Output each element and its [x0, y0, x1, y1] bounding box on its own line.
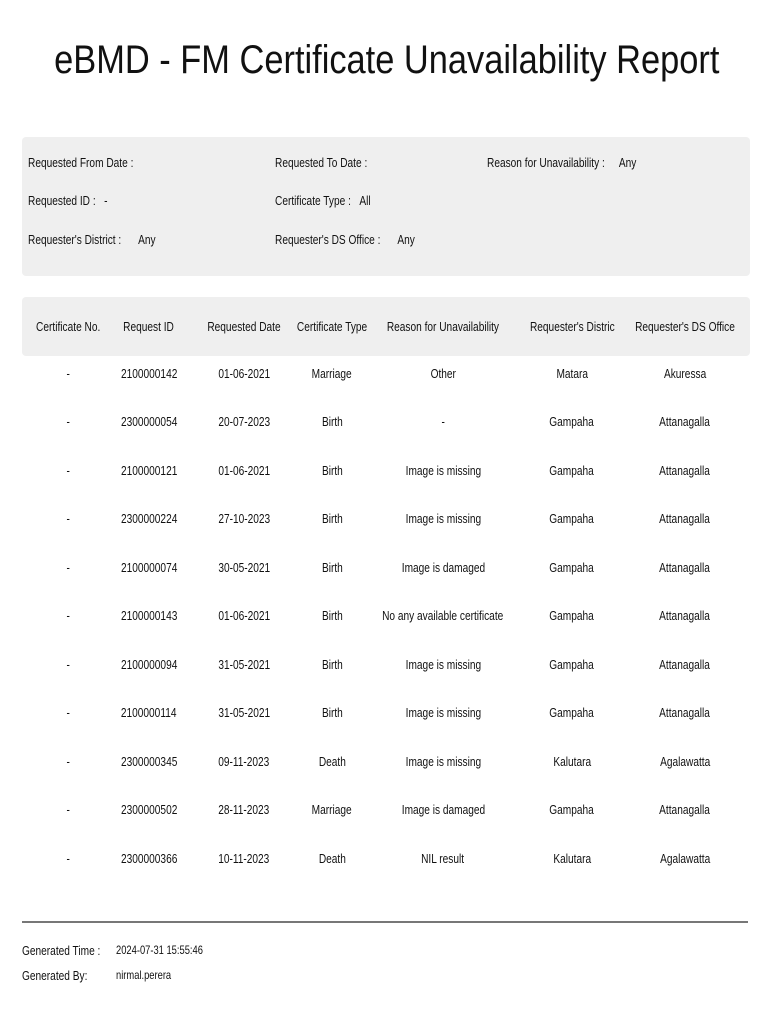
- cell-certificate-no: -: [66, 705, 70, 720]
- cell-request-id: 2100000114: [121, 705, 177, 720]
- cell-ds-office: Attanagalla: [659, 414, 711, 429]
- filter-value: -: [104, 193, 108, 208]
- filter-label: Requested To Date :: [275, 155, 368, 170]
- footer-divider: [22, 921, 748, 923]
- cell-requested-date: 28-11-2023: [218, 802, 270, 817]
- column-header-certificate-type: Certificate Type: [296, 319, 368, 334]
- cell-ds-office: Attanagalla: [659, 802, 711, 817]
- cell-certificate-type: Birth: [321, 462, 343, 478]
- filter-district: [28, 232, 192, 247]
- cell-reason: Image is missing: [405, 656, 481, 672]
- filter-value: Any: [618, 155, 637, 170]
- cell-request-id: 2300000224: [120, 511, 178, 526]
- cell-reason: Image is missing: [405, 705, 481, 720]
- filter-requested-id: [28, 193, 130, 208]
- table-row: [22, 744, 750, 793]
- cell-request-id: 2300000366: [120, 850, 178, 866]
- filter-ds-office: [275, 232, 454, 247]
- generated-time-label: Generated Time :: [22, 943, 101, 958]
- cell-requested-date: 01-06-2021: [218, 608, 270, 623]
- cell-district: Gampaha: [549, 511, 595, 526]
- cell-request-id: 2100000094: [120, 656, 178, 672]
- table-row: [22, 356, 750, 405]
- cell-district: Gampaha: [549, 559, 595, 575]
- cell-ds-office: Attanagalla: [659, 559, 711, 575]
- cell-certificate-type: Marriage: [311, 802, 352, 817]
- filter-label: Reason for Unavailability :: [487, 155, 605, 170]
- cell-certificate-no: -: [66, 365, 70, 381]
- cell-reason: Image is missing: [405, 753, 481, 769]
- table-row: [22, 696, 750, 745]
- filter-label: Requester's DS Office :: [275, 232, 381, 247]
- cell-reason: Image is missing: [405, 511, 481, 526]
- filter-label: Requested From Date :: [28, 155, 134, 170]
- table-row: [22, 550, 750, 599]
- cell-district: Gampaha: [549, 608, 595, 623]
- cell-certificate-type: Birth: [321, 608, 343, 623]
- filter-label: Requested ID :: [28, 193, 96, 208]
- column-header-district: Requester's Distric: [529, 319, 615, 334]
- cell-certificate-no: -: [66, 656, 70, 672]
- table-row: [22, 841, 750, 890]
- column-header-reason: Reason for Unavailability: [386, 319, 500, 334]
- column-header-certificate-no: Certificate No.: [35, 319, 101, 334]
- cell-ds-office: Attanagalla: [659, 656, 711, 672]
- cell-district: Kalutara: [553, 850, 591, 866]
- cell-certificate-type: Birth: [321, 511, 343, 526]
- cell-district: Gampaha: [549, 656, 595, 672]
- cell-certificate-type: Birth: [321, 414, 343, 429]
- cell-certificate-no: -: [66, 753, 70, 769]
- filter-requested-to-date: [275, 155, 393, 170]
- cell-requested-date: 31-05-2021: [218, 705, 270, 720]
- table-row: [22, 599, 750, 648]
- cell-district: Gampaha: [549, 802, 595, 817]
- cell-request-id: 2100000121: [120, 462, 178, 478]
- cell-ds-office: Attanagalla: [659, 511, 711, 526]
- cell-ds-office: Attanagalla: [659, 462, 711, 478]
- filter-value: Any: [397, 232, 415, 247]
- cell-requested-date: 01-06-2021: [218, 462, 270, 478]
- cell-certificate-type: Death: [318, 850, 346, 866]
- cell-requested-date: 01-06-2021: [218, 365, 270, 381]
- cell-certificate-no: -: [66, 802, 70, 817]
- cell-requested-date: 20-07-2023: [218, 414, 270, 429]
- cell-reason: Image is damaged: [401, 559, 485, 575]
- cell-reason: Image is missing: [405, 462, 481, 478]
- cell-certificate-type: Birth: [321, 559, 343, 575]
- cell-requested-date: 27-10-2023: [218, 511, 270, 526]
- filter-label: Requester's District :: [28, 232, 122, 247]
- filter-value: All: [359, 193, 371, 208]
- cell-district: Kalutara: [553, 753, 591, 769]
- table-header: [22, 297, 750, 356]
- generated-time-value: 2024-07-31 15:55:46: [116, 943, 203, 957]
- filter-label: Certificate Type :: [275, 193, 351, 208]
- cell-requested-date: 09-11-2023: [218, 753, 270, 769]
- table-row: [22, 793, 750, 842]
- cell-district: Gampaha: [549, 705, 595, 720]
- cell-district: Gampaha: [549, 462, 595, 478]
- cell-request-id: 2100000142: [120, 365, 178, 381]
- cell-request-id: 2300000502: [120, 802, 178, 817]
- filter-summary-panel: [22, 137, 750, 276]
- table-row: [22, 453, 750, 502]
- cell-requested-date: 30-05-2021: [218, 559, 270, 575]
- cell-ds-office: Attanagalla: [659, 608, 711, 623]
- cell-ds-office: Agalawatta: [659, 850, 711, 866]
- cell-reason: No any available certificate: [382, 608, 504, 623]
- cell-requested-date: 10-11-2023: [218, 850, 270, 866]
- table-row: [22, 502, 750, 551]
- cell-reason: NIL result: [421, 850, 465, 866]
- cell-request-id: 2100000074: [120, 559, 178, 575]
- generated-by-label: Generated By:: [22, 968, 88, 983]
- table-row: [22, 405, 750, 454]
- cell-certificate-type: Marriage: [311, 365, 352, 381]
- table-body: [22, 356, 750, 890]
- filter-value: Any: [138, 232, 156, 247]
- cell-certificate-no: -: [66, 608, 70, 623]
- cell-certificate-type: Birth: [321, 705, 343, 720]
- cell-reason: -: [441, 414, 445, 429]
- cell-certificate-type: Birth: [321, 656, 343, 672]
- cell-district: Gampaha: [549, 414, 595, 429]
- cell-request-id: 2300000345: [120, 753, 178, 769]
- cell-district: Matara: [556, 365, 588, 381]
- cell-certificate-no: -: [66, 462, 70, 478]
- generated-by-value: nirmal.perera: [116, 968, 172, 982]
- cell-certificate-no: -: [66, 414, 70, 429]
- cell-reason: Image is damaged: [401, 802, 485, 817]
- cell-certificate-no: -: [66, 559, 70, 575]
- cell-ds-office: Akuressa: [663, 365, 707, 381]
- cell-certificate-no: -: [66, 511, 70, 526]
- report-title: eBMD - FM Certificate Unavailability Report: [54, 38, 720, 82]
- column-header-request-id: Request ID: [123, 319, 175, 334]
- filter-certificate-type: [275, 193, 398, 208]
- filter-requested-from-date: [28, 155, 163, 170]
- cell-request-id: 2300000054: [120, 414, 178, 429]
- cell-ds-office: Agalawatta: [659, 753, 711, 769]
- cell-ds-office: Attanagalla: [659, 705, 711, 720]
- filter-reason: [487, 155, 679, 170]
- column-header-ds-office: Requester's DS Office: [635, 319, 735, 334]
- table-row: [22, 647, 750, 696]
- cell-reason: Other: [430, 365, 456, 381]
- cell-request-id: 2100000143: [120, 608, 178, 623]
- cell-requested-date: 31-05-2021: [218, 656, 270, 672]
- cell-certificate-no: -: [66, 850, 70, 866]
- column-header-requested-date: Requested Date: [207, 319, 281, 334]
- cell-certificate-type: Death: [318, 753, 346, 769]
